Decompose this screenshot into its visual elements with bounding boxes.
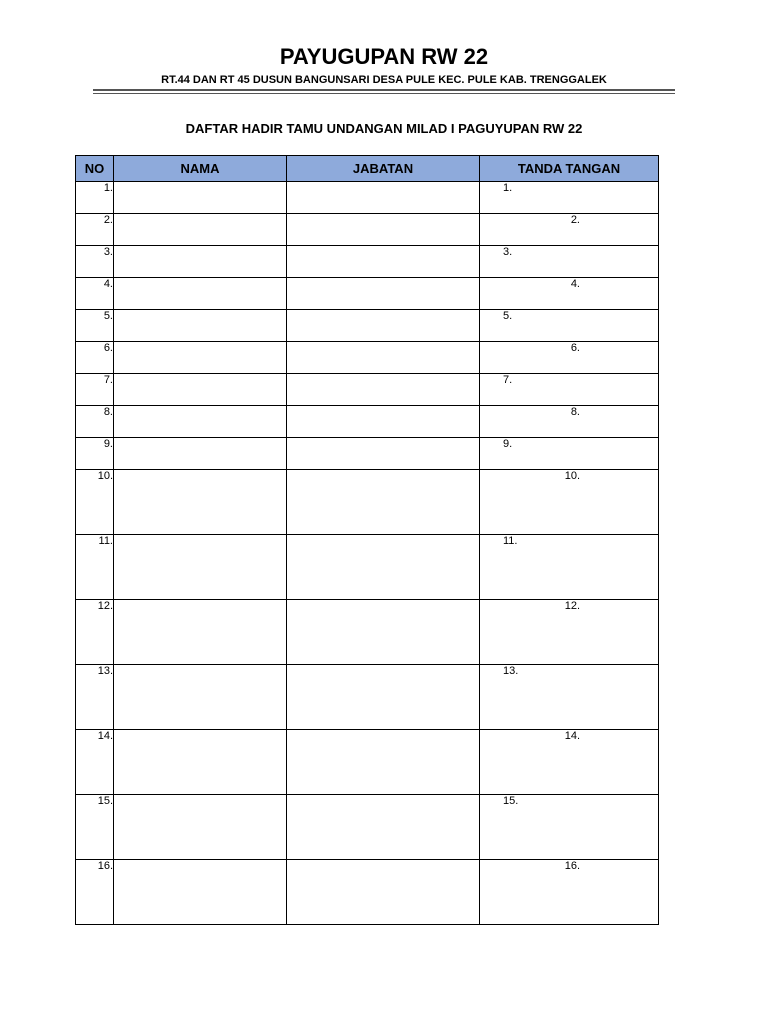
nama-cell[interactable] <box>114 795 287 860</box>
table-row <box>76 278 659 310</box>
tanda-tangan-cell[interactable]: 4. <box>480 278 659 310</box>
row-number-cell: 3. <box>76 246 114 278</box>
jabatan-cell[interactable] <box>287 665 480 730</box>
row-number-cell: 10. <box>76 470 114 535</box>
jabatan-cell[interactable] <box>287 182 480 214</box>
tanda-tangan-cell[interactable]: 5. <box>480 310 659 342</box>
row-number-cell: 16. <box>76 860 114 925</box>
table-row <box>76 438 659 470</box>
nama-cell[interactable] <box>114 278 287 310</box>
tanda-tangan-cell[interactable]: 7. <box>480 374 659 406</box>
row-number-cell: 1. <box>76 182 114 214</box>
table-row <box>76 470 659 535</box>
column-header-nama: NAMA <box>114 156 287 182</box>
document-heading: DAFTAR HADIR TAMU UNDANGAN MILAD I PAGUYUPAN RW 22 <box>185 121 583 136</box>
jabatan-cell[interactable] <box>287 374 480 406</box>
jabatan-cell[interactable] <box>287 310 480 342</box>
row-number-cell: 5. <box>76 310 114 342</box>
table-row <box>76 860 659 925</box>
row-number-cell: 14. <box>76 730 114 795</box>
address-subtitle: RT.44 DAN RT 45 DUSUN BANGUNSARI DESA PULE KEC. PULE KAB. TRENGGALEK <box>161 74 607 86</box>
tanda-tangan-cell[interactable]: 16. <box>480 860 659 925</box>
tanda-tangan-cell[interactable]: 15. <box>480 795 659 860</box>
table-row <box>76 374 659 406</box>
row-number-cell: 13. <box>76 665 114 730</box>
tanda-tangan-cell[interactable]: 2. <box>480 214 659 246</box>
page-title: PAYUGUPAN RW 22 <box>279 44 489 69</box>
table-row <box>76 535 659 600</box>
table-row <box>76 246 659 278</box>
header-divider <box>93 89 675 91</box>
column-header-no: NO <box>76 156 114 182</box>
column-header-tanda-tangan: TANDA TANGAN <box>480 156 659 182</box>
tanda-tangan-cell[interactable]: 8. <box>480 406 659 438</box>
row-number-cell: 12. <box>76 600 114 665</box>
tanda-tangan-cell[interactable]: 14. <box>480 730 659 795</box>
jabatan-cell[interactable] <box>287 342 480 374</box>
row-number-cell: 11. <box>76 535 114 600</box>
table-row <box>76 310 659 342</box>
nama-cell[interactable] <box>114 342 287 374</box>
jabatan-cell[interactable] <box>287 730 480 795</box>
nama-cell[interactable] <box>114 665 287 730</box>
nama-cell[interactable] <box>114 600 287 665</box>
jabatan-cell[interactable] <box>287 214 480 246</box>
jabatan-cell[interactable] <box>287 860 480 925</box>
table-row <box>76 730 659 795</box>
nama-cell[interactable] <box>114 730 287 795</box>
tanda-tangan-cell[interactable]: 13. <box>480 665 659 730</box>
nama-cell[interactable] <box>114 406 287 438</box>
tanda-tangan-cell[interactable]: 9. <box>480 438 659 470</box>
nama-cell[interactable] <box>114 470 287 535</box>
row-number-cell: 9. <box>76 438 114 470</box>
tanda-tangan-cell[interactable]: 11. <box>480 535 659 600</box>
jabatan-cell[interactable] <box>287 600 480 665</box>
table-row <box>76 600 659 665</box>
row-number-cell: 15. <box>76 795 114 860</box>
table-row <box>76 214 659 246</box>
row-number-cell: 7. <box>76 374 114 406</box>
table-header-row <box>76 156 659 182</box>
jabatan-cell[interactable] <box>287 438 480 470</box>
row-number-cell: 6. <box>76 342 114 374</box>
tanda-tangan-cell[interactable]: 12. <box>480 600 659 665</box>
tanda-tangan-cell[interactable]: 3. <box>480 246 659 278</box>
table-body <box>76 182 659 925</box>
table-row <box>76 182 659 214</box>
jabatan-cell[interactable] <box>287 278 480 310</box>
nama-cell[interactable] <box>114 246 287 278</box>
table-row <box>76 342 659 374</box>
nama-cell[interactable] <box>114 535 287 600</box>
nama-cell[interactable] <box>114 214 287 246</box>
nama-cell[interactable] <box>114 310 287 342</box>
column-header-jabatan: JABATAN <box>287 156 480 182</box>
attendance-table <box>75 155 659 925</box>
nama-cell[interactable] <box>114 182 287 214</box>
tanda-tangan-cell[interactable]: 10. <box>480 470 659 535</box>
jabatan-cell[interactable] <box>287 246 480 278</box>
nama-cell[interactable] <box>114 860 287 925</box>
row-number-cell: 8. <box>76 406 114 438</box>
table-row <box>76 665 659 730</box>
nama-cell[interactable] <box>114 374 287 406</box>
row-number-cell: 2. <box>76 214 114 246</box>
tanda-tangan-cell[interactable]: 1. <box>480 182 659 214</box>
row-number-cell: 4. <box>76 278 114 310</box>
table-row <box>76 795 659 860</box>
header-divider-thin <box>93 93 675 94</box>
nama-cell[interactable] <box>114 438 287 470</box>
tanda-tangan-cell[interactable]: 6. <box>480 342 659 374</box>
jabatan-cell[interactable] <box>287 535 480 600</box>
jabatan-cell[interactable] <box>287 795 480 860</box>
table-row <box>76 406 659 438</box>
jabatan-cell[interactable] <box>287 406 480 438</box>
jabatan-cell[interactable] <box>287 470 480 535</box>
